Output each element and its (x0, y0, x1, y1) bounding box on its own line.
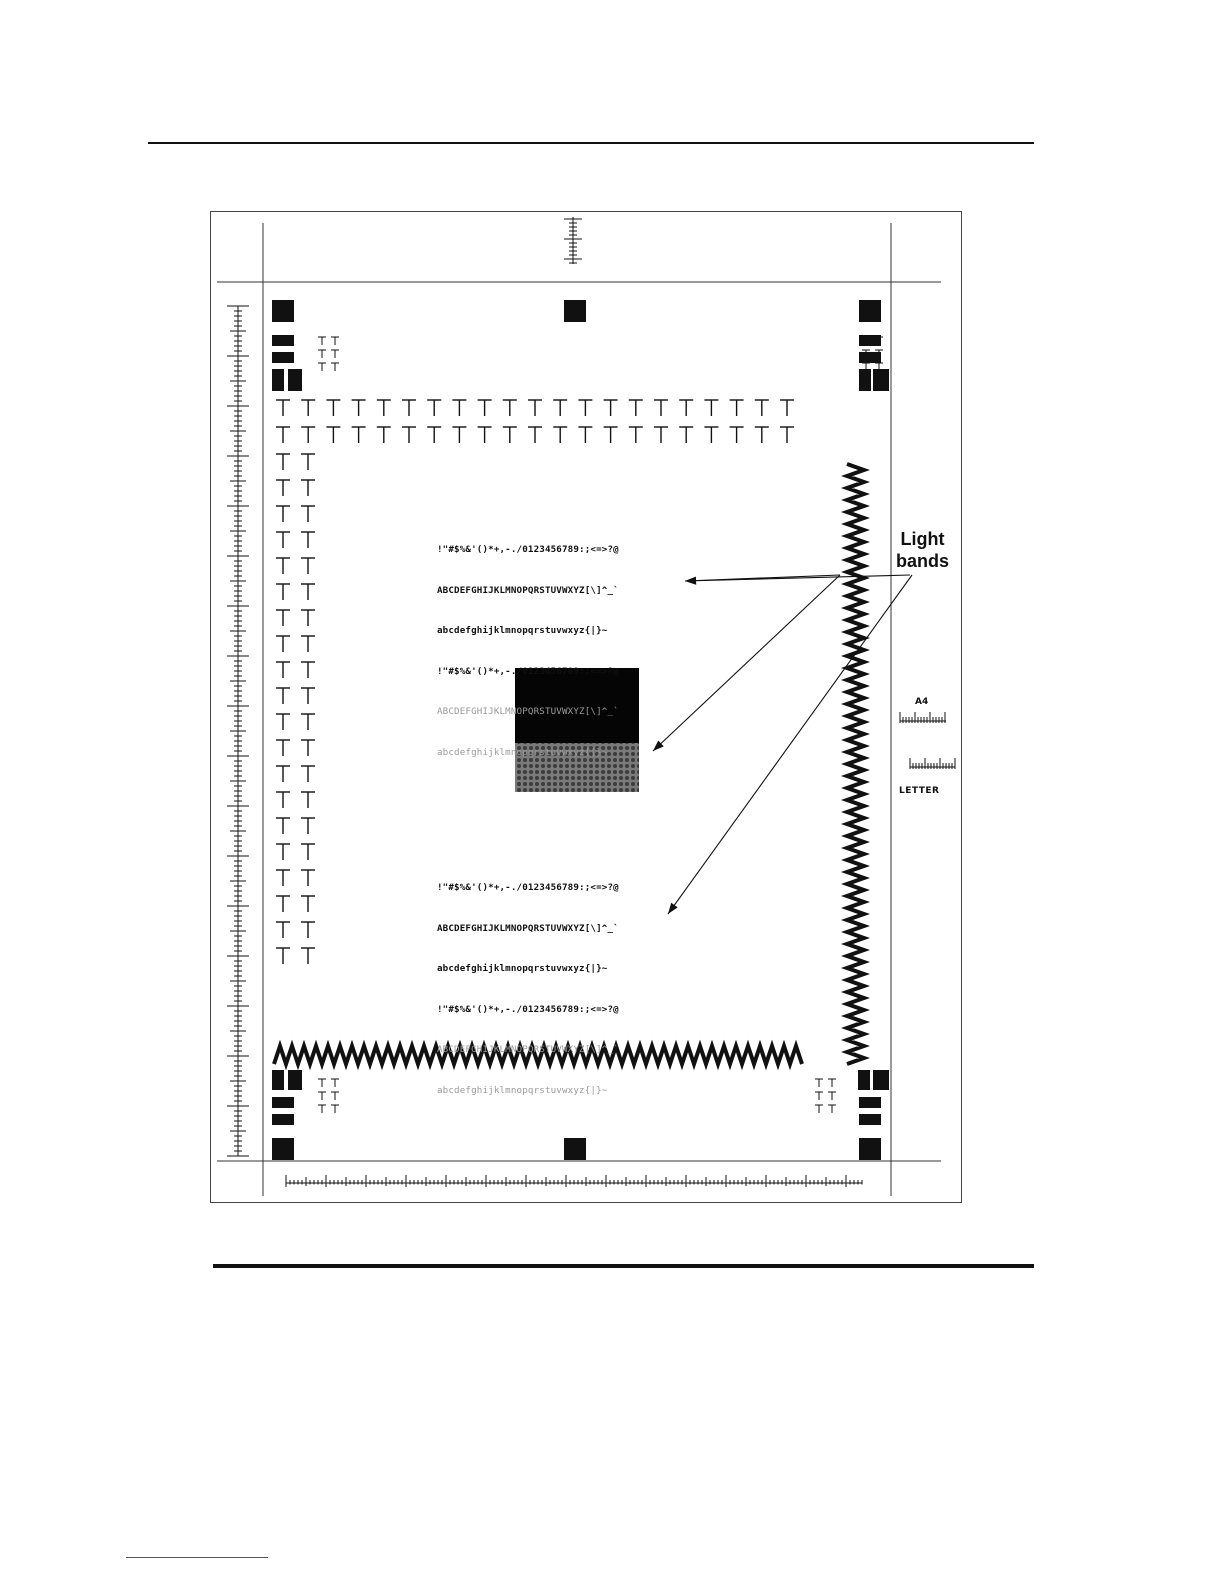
t-mark (276, 792, 290, 808)
registration-block (859, 352, 881, 363)
charset-block-bottom (437, 854, 619, 1111)
t-mark (704, 427, 718, 443)
annotation-arrow-line (668, 575, 912, 914)
t-mark (276, 740, 290, 756)
t-mark (528, 427, 542, 443)
t-mark (301, 948, 315, 964)
t-mark (301, 662, 315, 678)
t-mark (301, 922, 315, 938)
t-mark (318, 1105, 326, 1113)
t-mark (331, 1105, 339, 1113)
t-mark (331, 1092, 339, 1100)
t-mark (654, 400, 668, 416)
t-mark (276, 662, 290, 678)
registration-block (564, 1138, 586, 1160)
registration-block (272, 1070, 284, 1090)
t-mark (301, 480, 315, 496)
t-mark (301, 427, 315, 443)
t-mark (331, 1079, 339, 1087)
registration-block (272, 335, 294, 346)
t-mark (815, 1079, 823, 1087)
annotation-arrow-line (653, 575, 840, 751)
registration-block (272, 1114, 294, 1125)
t-mark (276, 427, 290, 443)
t-mark (452, 400, 466, 416)
t-mark (352, 427, 366, 443)
registration-block (859, 300, 881, 322)
t-mark (276, 844, 290, 860)
registration-block (873, 369, 889, 391)
t-mark (276, 870, 290, 886)
t-mark (402, 427, 416, 443)
registration-block (858, 1070, 870, 1090)
t-mark (276, 610, 290, 626)
t-mark (276, 948, 290, 964)
t-mark (301, 766, 315, 782)
charset-line: ABCDEFGHIJKLMNOPQRSTUVWXYZ[\]^_` (437, 584, 619, 596)
t-mark (276, 400, 290, 416)
t-mark (503, 427, 517, 443)
t-mark (730, 400, 744, 416)
registration-block (272, 1097, 294, 1108)
charset-block-top (437, 516, 619, 773)
t-mark (704, 400, 718, 416)
t-mark (326, 427, 340, 443)
charset-line: !"#$%&'()*+,-./0123456789:;<=>?@ (437, 882, 619, 893)
registration-block (859, 1097, 881, 1108)
t-mark (276, 896, 290, 912)
charset-line-faded: ABCDEFGHIJKLMNOPQRSTUVWXYZ[\]^_` (437, 1044, 619, 1055)
t-mark (528, 400, 542, 416)
t-mark (326, 400, 340, 416)
t-mark (578, 400, 592, 416)
t-mark (828, 1092, 836, 1100)
registration-block (288, 369, 302, 391)
t-mark (377, 400, 391, 416)
registration-block (873, 1070, 889, 1090)
t-mark (427, 400, 441, 416)
t-mark (276, 766, 290, 782)
t-mark (730, 427, 744, 443)
t-mark (780, 400, 794, 416)
t-mark (815, 1092, 823, 1100)
registration-block (288, 1070, 302, 1090)
t-mark (276, 558, 290, 574)
t-mark (815, 1105, 823, 1113)
registration-block (272, 300, 294, 322)
t-mark (301, 610, 315, 626)
t-mark (301, 818, 315, 834)
t-mark (604, 400, 618, 416)
t-mark (828, 1105, 836, 1113)
registration-block (859, 1138, 881, 1160)
registration-block (272, 352, 294, 363)
t-mark (553, 400, 567, 416)
registration-block (859, 369, 871, 391)
registration-block (859, 1114, 881, 1125)
a4-paper-label: A4 (915, 697, 929, 707)
bottom-horizontal-rule (213, 1264, 1034, 1268)
annotation-arrowhead (668, 903, 678, 914)
charset-line: ABCDEFGHIJKLMNOPQRSTUVWXYZ[\]^_` (437, 922, 619, 934)
t-mark (755, 427, 769, 443)
annotation-line-2: bands (896, 551, 950, 571)
footer-link-underline[interactable] (126, 1557, 268, 1558)
t-mark (301, 584, 315, 600)
t-mark (755, 400, 769, 416)
t-mark (276, 636, 290, 652)
t-mark (780, 427, 794, 443)
t-mark (276, 454, 290, 470)
charset-line-faded: abcdefghijklmnopqrstuvwxyz{|}~ (437, 746, 608, 758)
t-mark (301, 740, 315, 756)
t-mark (276, 818, 290, 834)
t-mark (679, 400, 693, 416)
charset-line-faded: abcdefghijklmnopqrstuvwxyz{|}~ (437, 1084, 608, 1096)
t-mark (478, 427, 492, 443)
annotation-line-1: Light (900, 529, 945, 549)
t-mark (578, 427, 592, 443)
t-mark (276, 584, 290, 600)
right-zigzag-line (847, 464, 864, 1064)
t-mark (301, 688, 315, 704)
t-mark (276, 688, 290, 704)
t-mark (318, 363, 326, 371)
t-mark (331, 363, 339, 371)
t-mark (318, 337, 326, 345)
t-mark (828, 1079, 836, 1087)
annotation-arrow-line (685, 575, 910, 581)
t-mark (452, 427, 466, 443)
charset-line: !"#$%&'()*+,-./0123456789:;<=>?@ (437, 1003, 619, 1015)
t-mark (629, 400, 643, 416)
top-horizontal-rule (148, 142, 1034, 144)
t-mark (276, 480, 290, 496)
t-mark (679, 427, 693, 443)
charset-line: !"#$%&'()*+,-./0123456789:;<=>?@ (437, 544, 619, 555)
t-mark (301, 532, 315, 548)
t-mark (604, 427, 618, 443)
t-mark (352, 400, 366, 416)
t-mark (301, 844, 315, 860)
light-bands-annotation (896, 528, 949, 572)
t-mark (276, 922, 290, 938)
t-mark (276, 532, 290, 548)
t-mark (301, 558, 315, 574)
charset-line: abcdefghijklmnopqrstuvwxyz{|}~ (437, 625, 608, 636)
t-mark (301, 636, 315, 652)
charset-line: abcdefghijklmnopqrstuvwxyz{|}~ (437, 963, 608, 974)
annotation-arrowhead (685, 577, 696, 585)
t-mark (301, 454, 315, 470)
t-mark (301, 792, 315, 808)
t-mark (629, 427, 643, 443)
registration-block (272, 369, 284, 391)
charset-line: !"#$%&'()*+,-./0123456789:;<=>?@ (437, 665, 619, 677)
t-mark (654, 427, 668, 443)
t-mark (318, 350, 326, 358)
t-mark (331, 350, 339, 358)
t-mark (301, 870, 315, 886)
t-mark (402, 400, 416, 416)
t-mark (301, 506, 315, 522)
t-mark (377, 427, 391, 443)
t-mark (478, 400, 492, 416)
t-mark (276, 714, 290, 730)
letter-paper-label: LETTER (899, 786, 940, 796)
registration-block (564, 300, 586, 322)
t-mark (276, 506, 290, 522)
charset-line-faded: ABCDEFGHIJKLMNOPQRSTUVWXYZ[\]^_` (437, 706, 619, 717)
t-mark (553, 427, 567, 443)
t-mark (318, 1092, 326, 1100)
t-mark (301, 896, 315, 912)
t-mark (427, 427, 441, 443)
t-mark (301, 400, 315, 416)
t-mark (318, 1079, 326, 1087)
registration-block (272, 1138, 294, 1160)
t-mark (503, 400, 517, 416)
t-mark (331, 337, 339, 345)
t-mark (301, 714, 315, 730)
